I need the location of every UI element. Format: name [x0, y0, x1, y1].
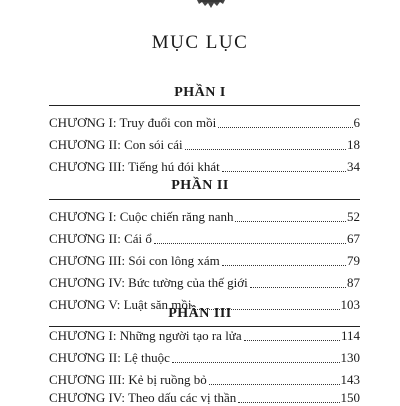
page-number: 79	[347, 253, 360, 268]
chapter-title: CHƯƠNG II: Lệ thuộc	[49, 350, 170, 365]
toc-entry[interactable]	[49, 370, 360, 388]
dot-leader	[244, 339, 340, 341]
page-number: 150	[340, 390, 360, 405]
page-number: 143	[340, 372, 360, 387]
dot-leader	[222, 264, 346, 266]
chapter-title: CHƯƠNG IV: Theo dấu các vị thần	[49, 390, 237, 405]
part-divider-2	[49, 199, 360, 200]
toc-entry[interactable]	[49, 273, 360, 291]
page-number: 67	[347, 231, 360, 246]
toc-entry[interactable]	[49, 113, 360, 131]
chapter-title: CHƯƠNG I: Truy đuổi con mồi	[49, 115, 217, 130]
chapter-title: CHƯƠNG V: Luật săn mồi	[49, 297, 192, 312]
chapter-title: CHƯƠNG III: Kẻ bị ruồng bỏ	[49, 372, 207, 387]
page-number: 87	[347, 275, 360, 290]
toc-entry[interactable]	[49, 207, 360, 225]
chapter-title: CHƯƠNG I: Cuộc chiến răng nanh	[49, 209, 234, 224]
dot-leader	[222, 170, 346, 172]
dot-leader	[172, 361, 340, 363]
page-number: 18	[347, 137, 360, 152]
toc-title: MỤC LỤC	[151, 32, 249, 53]
dot-leader	[250, 286, 346, 288]
page-number: 130	[340, 350, 360, 365]
toc-entry[interactable]	[49, 388, 360, 406]
chapter-title: CHƯƠNG I: Những người tạo ra lửa	[49, 328, 242, 343]
toc-entry[interactable]	[49, 135, 360, 153]
part-heading-3: PHẦN III	[168, 306, 232, 321]
chapter-title: CHƯƠNG III: Tiếng hú đói khát	[49, 159, 220, 174]
page-number: 6	[353, 115, 360, 130]
decorative-ornament-icon	[196, 0, 226, 10]
toc-entry[interactable]	[49, 326, 360, 344]
dot-leader	[185, 148, 346, 150]
toc-entry[interactable]	[49, 229, 360, 247]
chapter-title: CHƯƠNG III: Sói con lông xám	[49, 253, 220, 268]
page-number: 114	[340, 328, 360, 343]
toc-entry[interactable]	[49, 251, 360, 269]
dot-leader	[154, 242, 346, 244]
chapter-title: CHƯƠNG II: Cái ổ	[49, 231, 152, 246]
page-number: 52	[347, 209, 360, 224]
page-number: 103	[340, 297, 360, 312]
dot-leader	[209, 383, 340, 385]
dot-leader	[235, 220, 346, 222]
chapter-title: CHƯƠNG IV: Bức tường của thế giới	[49, 275, 248, 290]
toc-entry[interactable]	[49, 157, 360, 175]
part-heading-1: PHẦN I	[174, 85, 226, 100]
dot-leader	[238, 401, 339, 403]
dot-leader	[218, 126, 352, 128]
chapter-title: CHƯƠNG II: Con sói cái	[49, 137, 183, 152]
part-divider-1	[49, 105, 360, 106]
part-heading-2: PHẦN II	[171, 178, 229, 193]
page-number: 34	[347, 159, 360, 174]
toc-entry[interactable]	[49, 348, 360, 366]
